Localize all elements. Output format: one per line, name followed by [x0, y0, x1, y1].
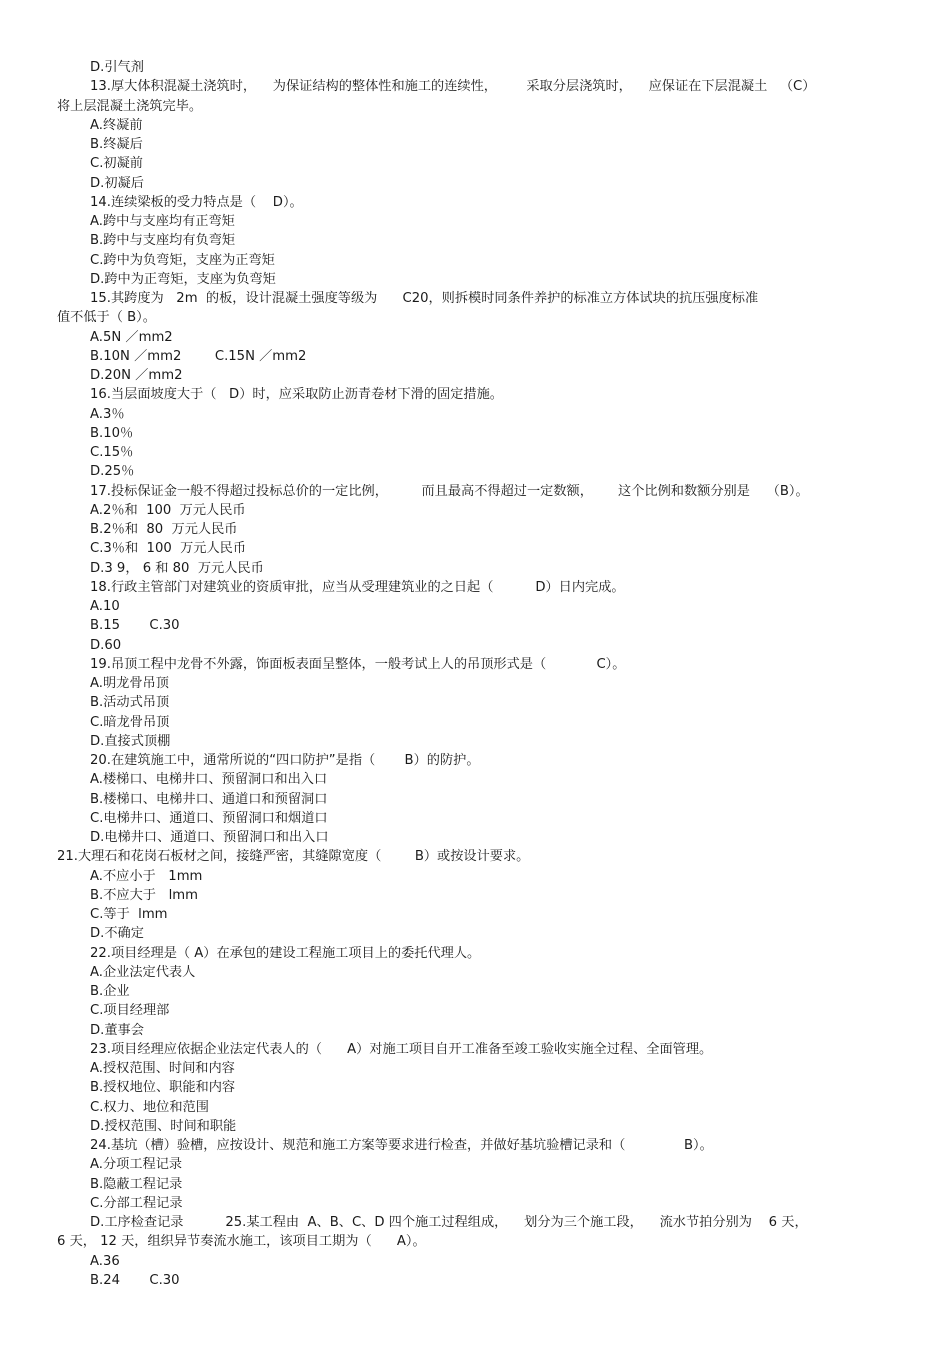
text-line: 18.行政主管部门对建筑业的资质审批，应当从受理建筑业的之日起（ D）日内完成。 [90, 579, 625, 595]
text-line: A.5N ／mm2 [90, 329, 173, 345]
text-line: D.董事会 [90, 1022, 144, 1038]
text-line: 6 天， 12 天，组织异节奏流水施工，该项目工期为（ A）。 [57, 1234, 426, 1250]
text-line: A.2％和 100 万元人民币 [90, 502, 246, 518]
text-line: C.3％和 100 万元人民币 [90, 541, 247, 557]
text-line: C.分部工程记录 [90, 1195, 183, 1211]
text-line: C.初凝前 [90, 156, 143, 172]
text-line: 21.大理石和花岗石板材之间，接缝严密，其缝隙宽度（ B）或按设计要求。 [57, 849, 530, 865]
text-line: 14.连续梁板的受力特点是（ D）。 [90, 194, 303, 210]
text-line: 22.项目经理是（ A）在承包的建设工程施工项目上的委托代理人。 [90, 945, 481, 961]
text-line: C.跨中为负弯矩，支座为正弯矩 [90, 252, 275, 268]
text-line: B.2％和 80 万元人民币 [90, 522, 238, 537]
text-line: C.等于 lmm [90, 907, 168, 922]
text-line: B.终凝后 [90, 137, 143, 152]
text-line: C.15％ [90, 445, 134, 460]
text-line: 值不低于（ B）。 [57, 310, 156, 326]
text-line: B.24 C.30 [90, 1272, 180, 1288]
text-line: A.10 [90, 599, 120, 614]
text-line: A.授权范围、时间和内容 [90, 1061, 235, 1076]
text-line: 将上层混凝土浇筑完毕。 [57, 98, 203, 114]
text-line: D.工序检查记录 25.某工程由 A、B、C、D 四个施工过程组成， 划分为三个施工段， 流水节拍分别为 6 天， [90, 1215, 808, 1230]
text-line: D.不确定 [90, 926, 144, 942]
text-line: C.暗龙骨吊顶 [90, 714, 170, 730]
text-line: D.25％ [90, 464, 135, 480]
text-line: B.楼梯口、电梯井口、通道口和预留洞口 [90, 791, 328, 807]
text-line: D.授权范围、时间和职能 [90, 1118, 237, 1134]
text-line: A.跨中与支座均有正弯矩 [90, 214, 235, 229]
text-line: 24.基坑（槽）验槽，应按设计、规范和施工方案等要求进行检查，并做好基坑验槽记录和（ B）。 [90, 1138, 713, 1153]
text-line: B.企业 [90, 984, 130, 999]
text-line: A.不应小于 1mm [90, 868, 203, 884]
text-line: A.企业法定代表人 [90, 964, 196, 980]
text-line: 20.在建筑施工中，通常所说的“四口防护”是指（ B）的防护。 [90, 753, 480, 768]
text-line: B.活动式吊顶 [90, 695, 170, 711]
text-line: D.3 9， 6 和 80 万元人民币 [90, 560, 264, 576]
text-line: B.隐蔽工程记录 [90, 1176, 183, 1192]
text-line: D.初凝后 [90, 175, 144, 191]
text-line: 23.项目经理应依据企业法定代表人的（ A）对施工项目自开工准备至竣工验收实施全过程、全面管理。 [90, 1041, 713, 1057]
text-line: A.明龙骨吊顶 [90, 676, 169, 691]
text-line: B.不应大于 lmm [90, 887, 198, 903]
text-line: C.项目经理部 [90, 1003, 170, 1019]
text-line: A.36 [90, 1253, 120, 1269]
text-line: B.15 C.30 [90, 618, 180, 634]
text-line: D.引气剂 [90, 60, 144, 75]
text-line: 17.投标保证金一般不得超过投标总价的一定比例， 而且最高不得超过一定数额， 这个比例和数额分别是 （B）。 [90, 483, 809, 499]
text-line: D.20N ／mm2 [90, 368, 183, 383]
text-line: D.跨中为正弯矩，支座为负弯矩 [90, 271, 276, 287]
text-line: 19.吊顶工程中龙骨不外露，饰面板表面呈整体，一般考试上人的吊顶形式是（ C）。 [90, 656, 626, 672]
text-line: 13.厚大体积混凝土浇筑时， 为保证结构的整体性和施工的连续性， 采取分层浇筑时， 应保证在下层混凝土 （C） [90, 79, 816, 95]
text-line: D.60 [90, 637, 122, 653]
text-line: C.权力、地位和范围 [90, 1099, 209, 1115]
document-body [0, 58, 950, 1290]
text-line: A.楼梯口、电梯井口、预留洞口和出入口 [90, 772, 328, 788]
text-line: B.10N ／mm2 C.15N ／mm2 [90, 348, 307, 364]
text-line: B.10％ [90, 425, 134, 441]
text-line: B.授权地位、职能和内容 [90, 1080, 236, 1096]
text-line: A.终凝前 [90, 117, 143, 133]
text-line: 15.其跨度为 2m 的板，设计混凝土强度等级为 C20，则拆模时同条件养护的标准立方体试块的抗压强度标准 [90, 291, 759, 306]
text-line: 16.当层面坡度大于（ D）时，应采取防止沥青卷材下滑的固定措施。 [90, 387, 503, 403]
text-line: D.直接式顶棚 [90, 733, 171, 749]
text-line: D.电梯井口、通道口、预留洞口和出入口 [90, 830, 329, 845]
text-line: A.分项工程记录 [90, 1157, 183, 1173]
text-line: B.跨中与支座均有负弯矩 [90, 233, 236, 249]
text-line: A.3％ [90, 406, 125, 422]
text-line: C.电梯井口、通道口、预留洞口和烟道口 [90, 810, 328, 826]
